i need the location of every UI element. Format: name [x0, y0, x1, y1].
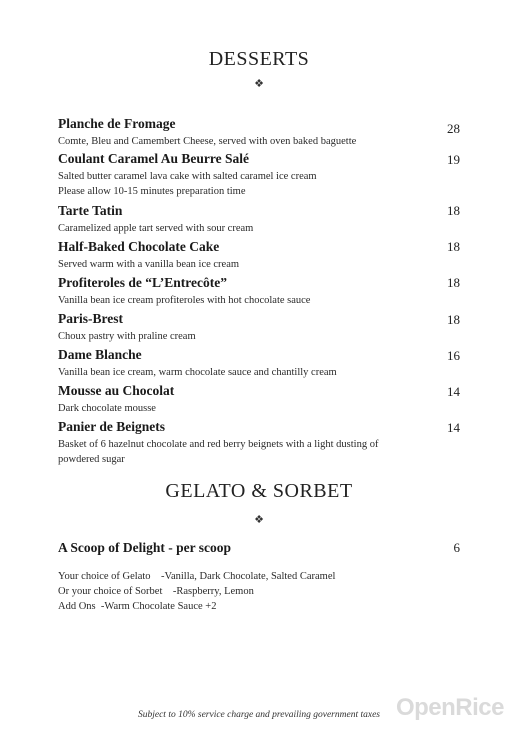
menu-item-mousse-au-chocolat	[58, 383, 468, 416]
item-name: Panier de Beignets	[58, 419, 165, 434]
item-name: Planche de Fromage	[58, 116, 176, 131]
diamond-divider-icon: ❖	[254, 77, 264, 90]
item-name: Mousse au Chocolat	[58, 383, 175, 398]
item-price: 16	[447, 348, 460, 363]
item-price: 18	[447, 239, 460, 254]
menu-item-dame-blanche	[58, 347, 468, 380]
item-description: Choux pastry with praline cream	[58, 331, 196, 342]
add-ons-line: Add Ons -Warm Chocolate Sauce +2	[58, 601, 217, 612]
item-price: 19	[447, 152, 460, 167]
item-description-line: Basket of 6 hazelnut chocolate and red berry beignets with a light dusting of	[58, 439, 379, 450]
menu-item-profiteroles	[58, 275, 468, 308]
item-price: 18	[447, 275, 460, 290]
item-price: 28	[447, 121, 460, 136]
scoop-item-price: 6	[453, 540, 460, 555]
item-price: 14	[447, 384, 460, 399]
item-name: Profiteroles de “L’Entrecôte”	[58, 275, 227, 290]
item-description-line: Salted butter caramel lava cake with salted caramel ice cream	[58, 171, 317, 182]
menu-item-coulant-caramel	[58, 151, 468, 199]
item-description: Dark chocolate mousse	[58, 403, 156, 414]
item-name: Coulant Caramel Au Beurre Salé	[58, 151, 249, 166]
item-description: Caramelized apple tart served with sour cream	[58, 223, 254, 234]
desserts-title: DESSERTS	[208, 48, 310, 70]
item-price: 18	[447, 203, 460, 218]
item-price: 14	[447, 420, 460, 435]
item-description: Vanilla bean ice cream, warm chocolate sauce and chantilly cream	[58, 367, 337, 378]
item-description: Served warm with a vanilla bean ice cream	[58, 259, 240, 270]
item-price: 18	[447, 312, 460, 327]
item-description: Comte, Bleu and Camembert Cheese, served with oven baked baguette	[58, 136, 357, 147]
gelato-choice-line: Your choice of Gelato -Vanilla, Dark Chocolate, Salted Caramel	[58, 571, 336, 582]
item-name: Tarte Tatin	[58, 203, 123, 218]
menu-item-panier-de-beignets	[58, 419, 468, 467]
menu-item-planche-de-fromage	[58, 116, 468, 149]
gelato-sorbet-title: GELATO & SORBET	[165, 480, 353, 502]
item-description	[58, 169, 468, 199]
service-charge-note: Subject to 10% service charge and prevailing government taxes	[137, 710, 380, 720]
scoop-item-name: A Scoop of Delight - per scoop	[58, 540, 232, 555]
item-description: Vanilla bean ice cream profiteroles with hot chocolate sauce	[58, 295, 311, 306]
menu-item-tarte-tatin	[58, 203, 468, 236]
menu-item-half-baked-chocolate-cake	[58, 239, 468, 272]
item-description-line: Please allow 10-15 minutes preparation time	[58, 186, 246, 197]
item-name: Paris-Brest	[58, 311, 123, 326]
item-name: Half-Baked Chocolate Cake	[58, 239, 220, 254]
item-description	[58, 437, 468, 467]
item-description-line: powdered sugar	[58, 454, 125, 465]
diamond-divider-icon: ❖	[254, 513, 264, 526]
menu-item-paris-brest	[58, 311, 468, 344]
openrice-watermark: OpenRice	[395, 694, 504, 721]
item-name: Dame Blanche	[58, 347, 142, 362]
sorbet-choice-line: Or your choice of Sorbet -Raspberry, Lemon	[58, 586, 254, 597]
